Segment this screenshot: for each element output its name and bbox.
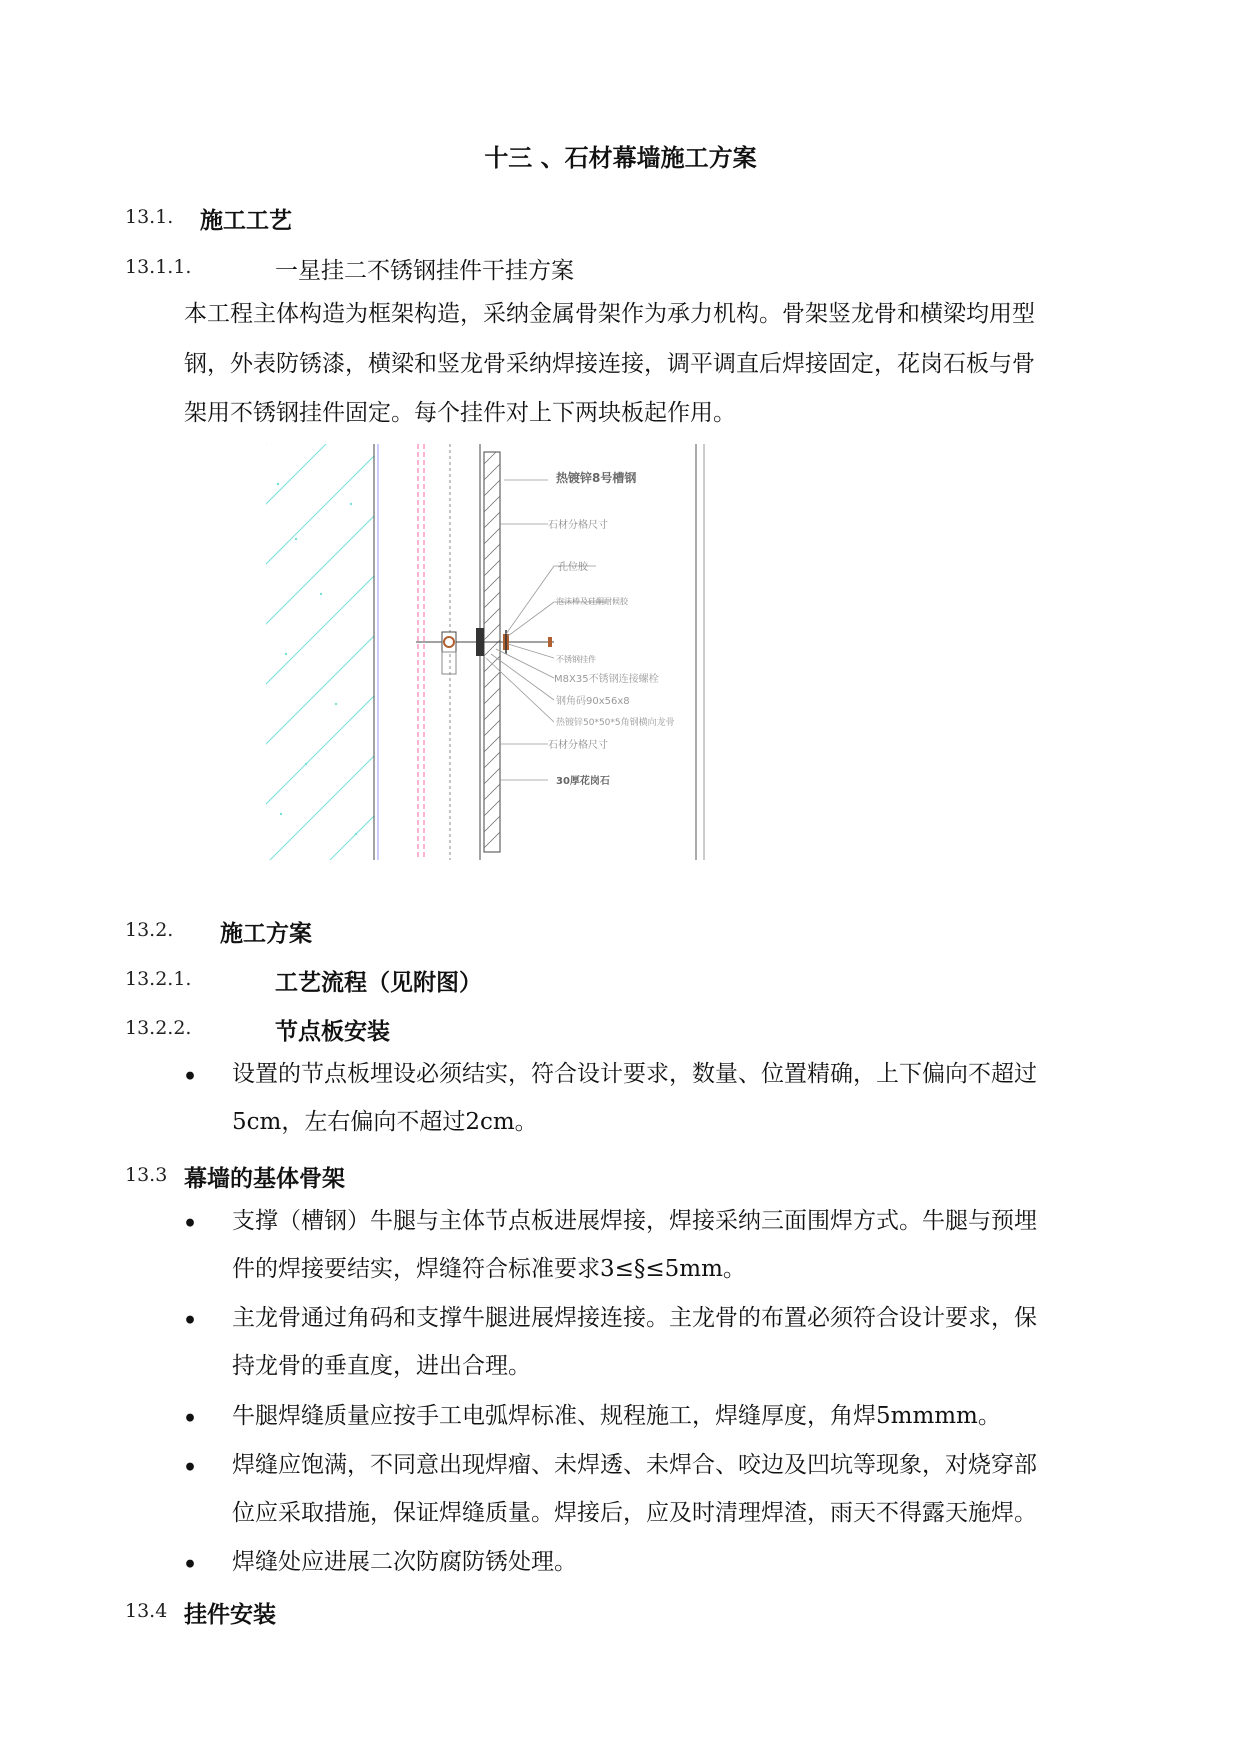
section-title: 挂件安装 <box>184 1601 276 1628</box>
bullet-icon: • <box>183 1308 198 1334</box>
figure-label: 石材分格尺寸 <box>548 520 608 531</box>
list-item-line: 位应采取措施，保证焊缝质量。焊接后，应及时清理焊渣，雨天不得露天施焊。 <box>232 1500 1037 1526</box>
figure-label: 30厚花岗石 <box>556 776 610 787</box>
hanger-connection <box>416 628 554 674</box>
paragraph-line: 架用不锈钢挂件固定。每个挂件对上下两块板起作用。 <box>184 400 736 426</box>
list-item <box>232 1294 1112 1390</box>
list-item-line: 焊缝应饱满，不同意出现焊瘤、未焊透、未焊合、咬边及凹坑等现象，对烧穿部 <box>232 1452 1037 1478</box>
bullet-icon: • <box>183 1552 198 1578</box>
list-item-line: 持龙骨的垂直度，进出合理。 <box>232 1353 531 1379</box>
section-title: 一星挂二不锈钢挂件干挂方案 <box>275 258 574 284</box>
section-number: 13.1.1. <box>125 256 192 278</box>
list-item-line: 焊缝处应进展二次防腐防锈处理。 <box>232 1549 577 1575</box>
figure-label: 钢角码90x56x8 <box>556 696 630 707</box>
list-item <box>232 1538 1112 1586</box>
section-number: 13.2. <box>125 919 174 941</box>
list-item-line: 支撑（槽钢）牛腿与主体节点板进展焊接，焊接采纳三面围焊方式。牛腿与预埋 <box>232 1208 1037 1234</box>
figure-label: 热镀锌8号槽钢 <box>556 471 637 485</box>
detail-drawing <box>266 444 726 860</box>
bullet-icon: • <box>183 1406 198 1432</box>
section-number: 13.2.1. <box>125 968 192 990</box>
list-item <box>232 1441 1112 1537</box>
list-item-line: 件的焊接要结实，焊缝符合标准要求3≤§≤5mm。 <box>232 1256 746 1282</box>
list-item <box>232 1050 1112 1146</box>
section-number: 13.3 <box>125 1164 168 1186</box>
paragraph-line: 本工程主体构造为框架构造，采纳金属骨架作为承力机构。骨架竖龙骨和横梁均用型 <box>184 301 1035 327</box>
section-number: 13.4 <box>125 1600 168 1622</box>
page-title: 十三 、石材幕墙施工方案 <box>484 143 757 172</box>
list-item-line: 牛腿焊缝质量应按手工电弧焊标准、规程施工，焊缝厚度，角焊5mmmm。 <box>232 1403 1001 1429</box>
bullet-icon: • <box>183 1211 198 1237</box>
figure-label: 石材分格尺寸 <box>548 740 608 751</box>
list-item-line: 5cm，左右偏向不超过2cm。 <box>232 1109 538 1135</box>
list-item-line: 设置的节点板埋设必须结实，符合设计要求，数量、位置精确，上下偏向不超过 <box>232 1061 1037 1087</box>
figure-label: 泡沫棒及硅酮耐候胶 <box>556 597 628 606</box>
bullet-icon: • <box>183 1064 198 1090</box>
list-item-line: 主龙骨通过角码和支撑牛腿进展焊接连接。主龙骨的布置必须符合设计要求，保 <box>232 1305 1037 1331</box>
concrete-wall-hatch <box>266 444 376 860</box>
section-title: 施工方案 <box>220 920 312 947</box>
section-title: 幕墙的基体骨架 <box>184 1165 345 1192</box>
section-number: 13.1. <box>125 206 174 228</box>
section-title: 工艺流程（见附图） <box>275 969 482 996</box>
bullet-icon: • <box>183 1455 198 1481</box>
list-item <box>232 1197 1112 1293</box>
figure-label: M8X35不锈钢连接螺栓 <box>554 674 659 685</box>
paragraph-line: 钢，外表防锈漆，横梁和竖龙骨采纳焊接连接，调平调直后焊接固定，花岗石板与骨 <box>184 351 1035 377</box>
figure-label: 热镀锌50*50*5角钢横向龙骨 <box>556 718 675 728</box>
figure-label: 孔位胶 <box>558 562 588 573</box>
section-title: 施工工艺 <box>200 207 292 234</box>
list-item <box>232 1392 1112 1440</box>
section-number: 13.2.2. <box>125 1017 192 1039</box>
figure-label: 不锈钢挂件 <box>556 655 596 664</box>
section-title: 节点板安装 <box>275 1018 390 1045</box>
